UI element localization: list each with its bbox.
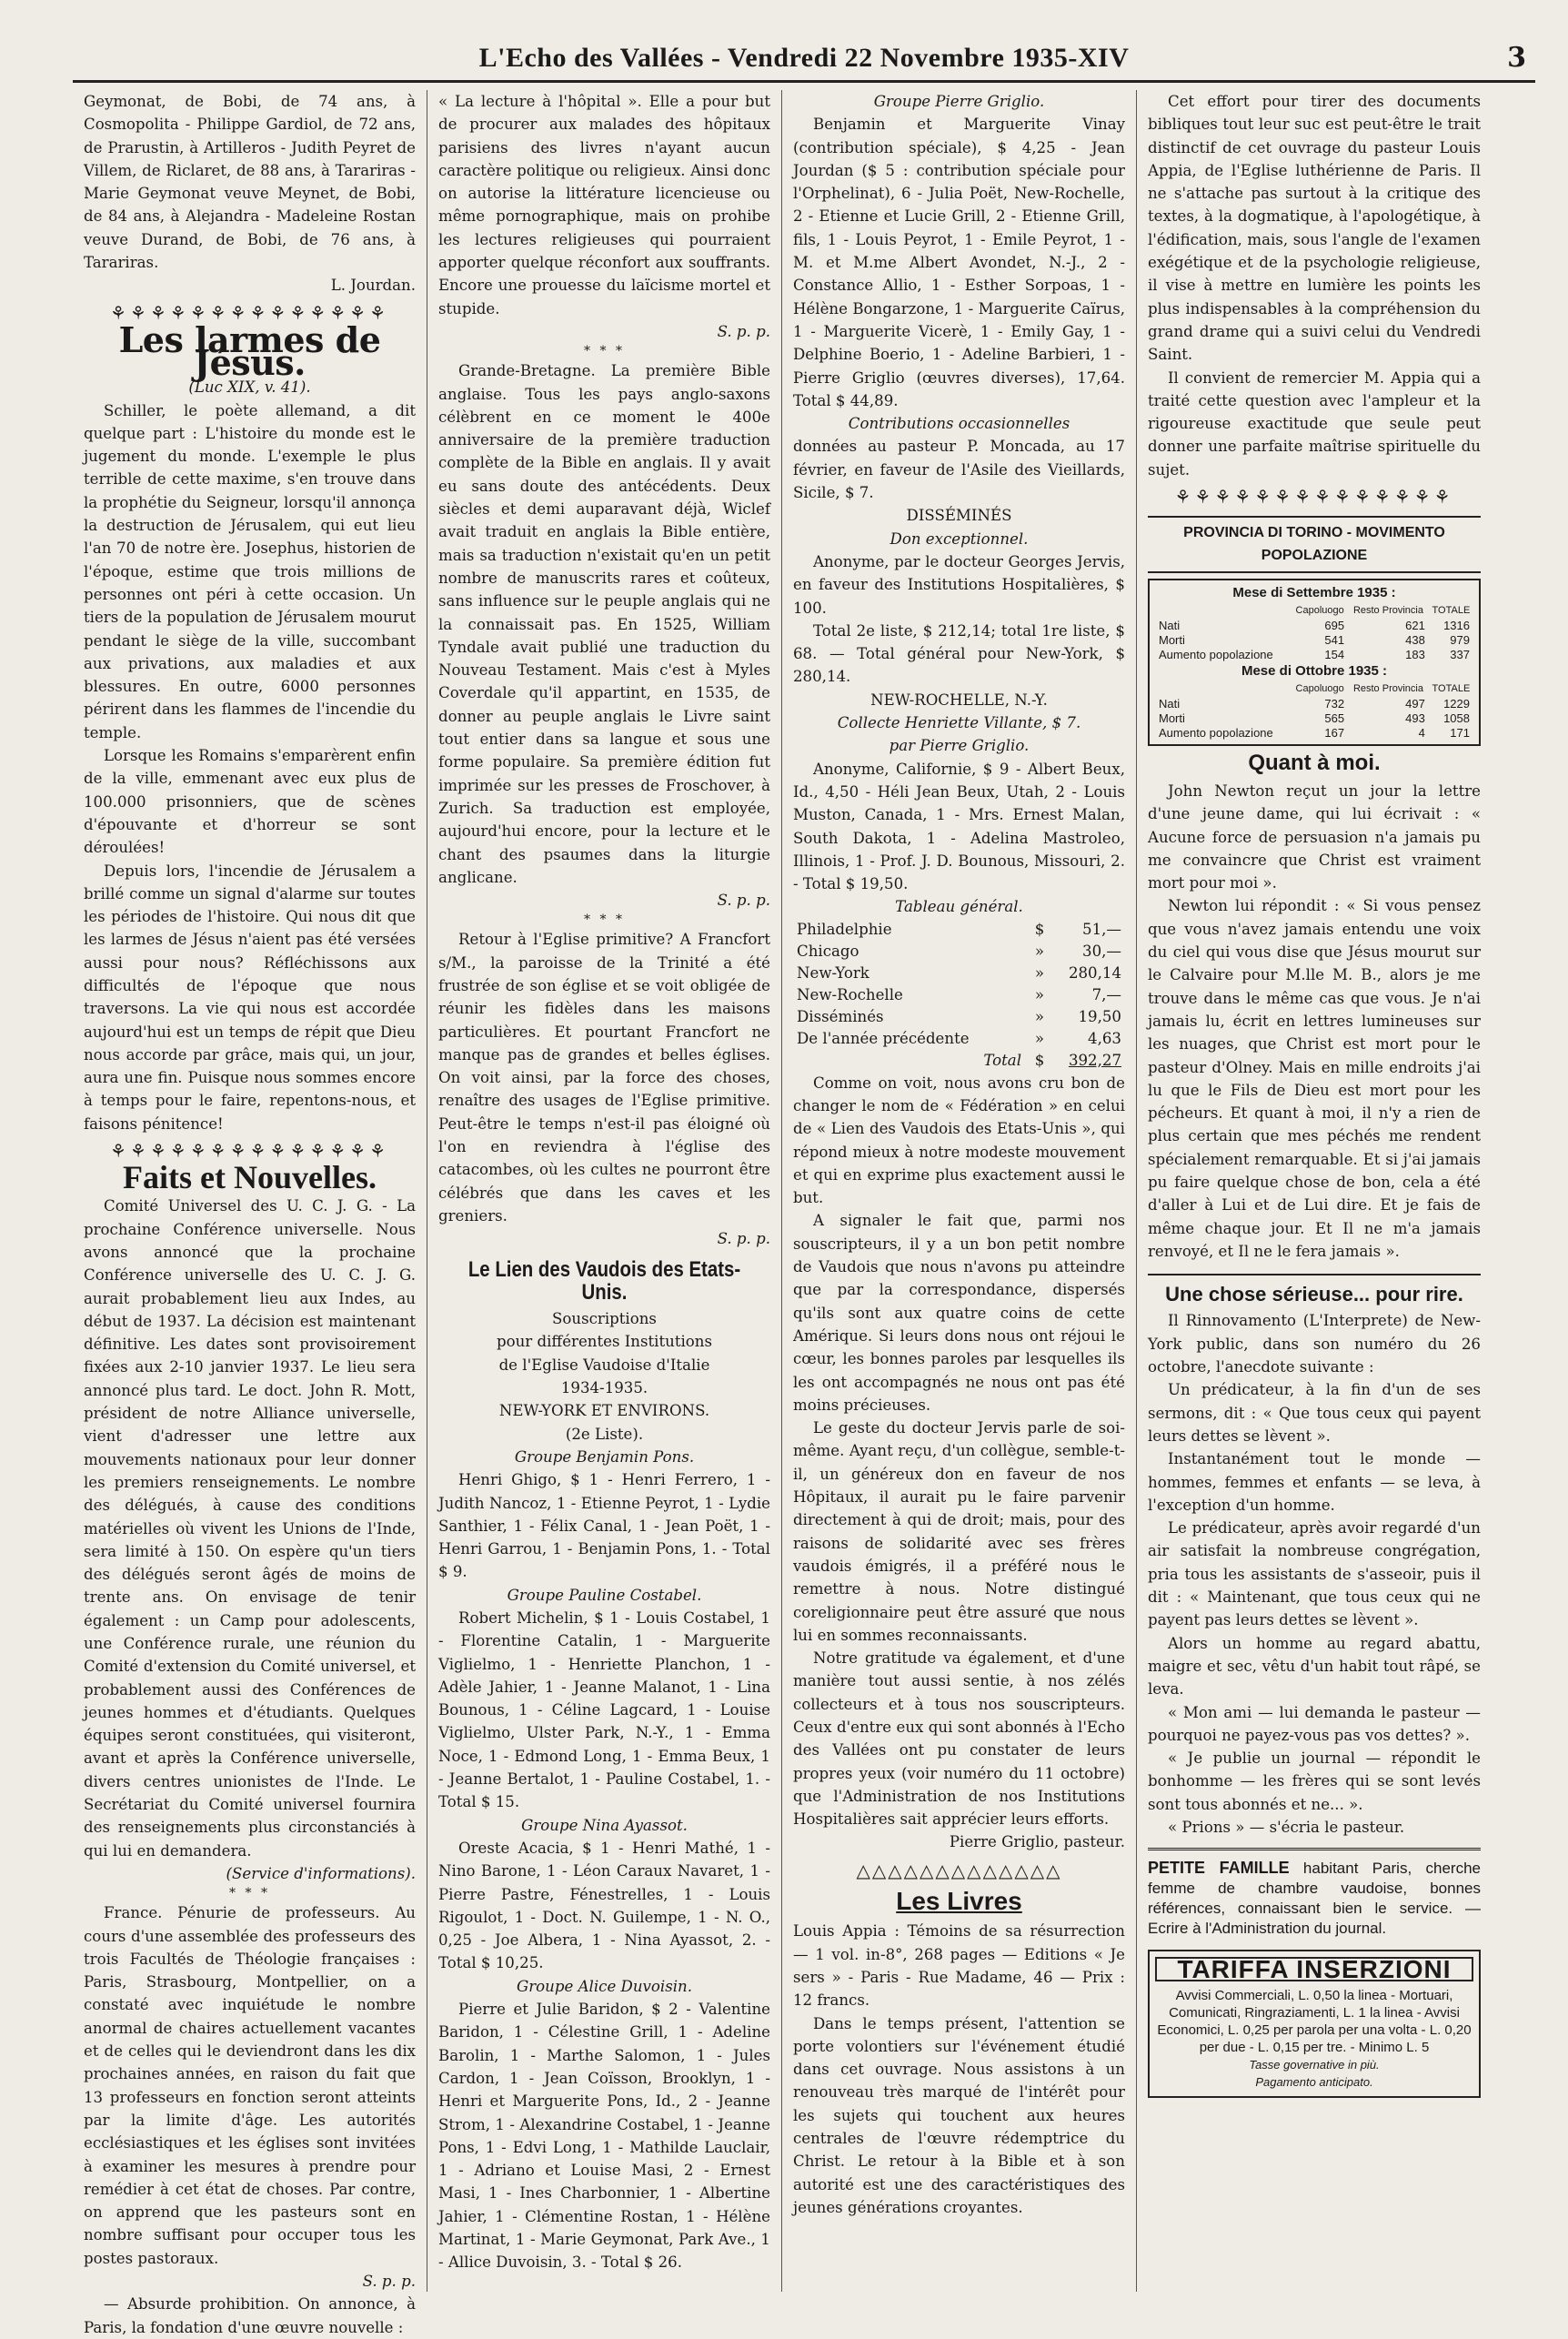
quant-title: Quant à moi.: [1248, 750, 1381, 775]
table-cell: Nati: [1159, 618, 1181, 632]
lien-subtitle: NEW-YORK ET ENVIRONS.: [498, 1402, 710, 1420]
article-signature: S. p. p.: [717, 892, 770, 910]
table-cell: 167: [1324, 725, 1345, 740]
group-title: Groupe Pauline Costabel.: [507, 1586, 702, 1604]
table-row: [1155, 619, 1473, 633]
ornament-bar: ⚘⚘⚘⚘⚘⚘⚘⚘⚘⚘⚘⚘⚘⚘: [109, 1140, 389, 1163]
group-list: Pierre et Julie Baridon, $ 2 - Valentine Baridon, 1 - Célestine Grill, 1 - Adeline Barolin, 1 - Marthe Salomon, 1 - Jules Cardon, 1 - Jean Coïsson, Brooklyn, 1 - Henri et Marguerite Pons, Id., 2 - Jeanne Strom, 1 - Alexandrine Costabel, 1 - Jeanne Pons, 1 - Edvi Long, 1 - Mathilde Lauclair, 1 - Adriano et Louise Masi, 2 - Ernest Masi, 1 - Ines Charbonnier, 1 - Albertine Jahier, 1 - Clémentine Rostan, 1 - Hélène Martinat, 1 - Marie Geymonat, Park Ave., 1 - Allice Duvoisin, 3. - Total $ 26.: [438, 2001, 770, 2272]
chose-paragraph: « Mon ami — lui demanda le pasteur — pourquoi ne payez-vous pas vos dettes? ».: [1148, 1703, 1481, 1744]
table-cell: 19,50: [1078, 1007, 1121, 1025]
table-cell: 493: [1405, 711, 1425, 725]
table-header-row: [1155, 681, 1473, 697]
table-cell: 51,—: [1082, 920, 1121, 938]
table-total-row: [793, 1050, 1125, 1072]
section-text: Anonyme, par le docteur Georges Jervis, en faveur des Institutions Hospitalières, $ 100.: [793, 552, 1125, 617]
table-row: [1155, 726, 1473, 741]
table-cell: Disséminés: [797, 1007, 884, 1025]
table-cell: 979: [1450, 632, 1470, 647]
table-cell: 732: [1324, 696, 1345, 711]
table-cell: »: [1034, 1007, 1045, 1025]
lien-paragraph: Comme on voit, nous avons cru bon de changer le nom de « Fédération » en celui de « Lien des Vaudois des Etats-Unis », qui répond mieux à notre modeste mouvement et qui en exprime plus exactement aussi le but.: [793, 1074, 1125, 1207]
page-number: 3: [1507, 42, 1526, 74]
table-cell: Philadelphie: [797, 920, 892, 938]
livres-reference: Louis Appia : Témoins de sa résurrection — 1 vol. in-8°, 268 pages — Editions « Je sers » - Paris - Rue Madame, 46 — Prix : 12 francs.: [793, 1922, 1125, 2010]
larmes-paragraph: Schiller, le poète allemand, a dit quelque part : L'histoire du monde est le jugement du monde. L'exemple le plus terrible de cette maxime, s'en trouve dans la prophétie du Seigneur, lorsqu'il annonça la destruction de Jérusalem, qui eut lieu l'an 70 de notre ère. Josephus, historien de l'époque, estime que trois millions de personnes ont péri à cette occasion. Un tiers de la population de Jérusalem mourut pendant le siège de la ville, succombant aux privations, aux maladies et aux blessures. En outre, 6000 personnes périrent dans les flammes de l'incendie du temple.: [84, 401, 416, 741]
column-2: [427, 90, 782, 2292]
faits-source: (Service d'informations).: [226, 1864, 416, 1882]
population-table: [1148, 579, 1481, 746]
header-title: L'Echo des Vallées - Vendredi 22 Novembre 1935-XIV: [478, 43, 1130, 73]
ad-heading: PETITE FAMILLE: [1148, 1859, 1290, 1878]
chose-paragraph: Instantanément tout le monde — hommes, femmes et enfants — se leva, à l'exception d'un homme.: [1148, 1450, 1481, 1514]
faits-paragraph: Comité Universel des U. C. J. G. - La prochaine Conférence universelle. Nous avons annoncé que la prochaine Conférence universelle des U. C. J. G. aurait probablement lieu aux Indes, au début de 1937. La décision est maintenant définitive. Les dates sont provisoirement fixées aux 2-10 janvier 1937. Le lieu sera annoncé plus tard. Le doct. John R. Mott, président de notre Alliance universelle, vient d'adresser une lettre aux mouvements nationaux pour leur donner les premiers renseignements. Le nombre des délégués, à cause des conditions matérielles où vivent les Unions de l'Inde, sera limité à 150. On espère qu'un tiers des délégués seront âgés de moins de trente ans. On envisage de tenir également : un Camp pour adolescents, une Conférence rurale, une réunion du Comité d'extension du Comité universel, et probablement aussi des Conférences de jeunes hommes et d'étudiants. Quelques équipes seront constituées, qui visiteront, avant et après la Conférence universelle, divers centres unionistes de l'Inde. Le Secrétariat du Comité universel fournira des renseignements plus circonstanciés à qui lui en demandera.: [84, 1197, 416, 1860]
table-cell: $: [1034, 1051, 1045, 1069]
table-header: Capoluogo: [1295, 604, 1344, 616]
tarifa-footnote: Tasse governative in più.: [1249, 2058, 1380, 2072]
stars-separator: * * *: [229, 1886, 270, 1901]
lien-title: Le Lien des Vaudois des Etats-Unis.: [467, 1256, 741, 1305]
faits-signature: S. p. p.: [362, 2273, 416, 2291]
table-row: [1155, 711, 1473, 726]
faits-paragraph: France. Pénurie de professeurs. Au cours d'une assemblée des professeurs des trois Facultés de Théologie françaises : Paris, Strasbourg, Montpellier, on a constaté avec inquiétude le nombre anormal de chaires actuellement vacantes et de celles qui le deviendront dans les dix prochaines années, en raison du fait que 13 professeurs en fonction seront atteints par la limite d'âge. Les autorités ecclésiastiques et les églises sont invitées à examiner les mesures à prendre pour remédier à cet état de choses. Par contre, on apprend que les pasteurs sont en nombre suffisant pour occuper tous les postes pastoraux.: [84, 1904, 416, 2267]
chose-paragraph: Il Rinnovamento (L'Interprete) de New-York public, dans son numéro du 26 octobre, l'anecdote suivante :: [1148, 1312, 1481, 1376]
month-title: Mese di Ottobre 1935 :: [1241, 662, 1388, 679]
table-header: [1155, 602, 1292, 619]
table-header: Resto Provincia: [1352, 604, 1423, 616]
group-title: Groupe Benjamin Pons.: [514, 1447, 695, 1466]
section-text: données au pasteur P. Moncada, au 17 février, en faveur de l'Asile des Vieillards, Sicile, $ 7.: [793, 438, 1125, 502]
table-header: TOTALE: [1432, 604, 1471, 616]
article-signature: S. p. p.: [717, 1230, 770, 1248]
quant-paragraph: Newton lui répondit : « Si vous pensez que vous n'avez jamais entendu une voix du ciel qui vous dise que Jésus mourut sur le Calvaire pour M.lle M. B., alors je me trouve dans le même cas que vous. Je n'ai jamais lu, écrit en lettres lumineuses sur les nuages, que Christ est mort pour le pasteur d'Olney. Mais en mille endroits j'ai lu que le Fils de Dieu est mort pour les pécheurs. Et quant à moi, il n'y a rien de plus certain que mes péchés me rendent spécialement remarquable. Et si j'ai jamais pu faire quelque chose de bon, cela a été d'aller à Lui et de Lui dire. Et je fais de même chaque jour. Et Il ne m'a jamais renvoyé, et Il ne le fera jamais ».: [1148, 897, 1481, 1260]
lien-subtitle: (2e Liste).: [565, 1425, 644, 1443]
deaths-list: Geymonat, de Bobi, de 74 ans, à Cosmopolita - Philippe Gardiol, de 72 ans, de Prarustin, à Artilleros - Judith Peyret de Villem, de Riclaret, de 88 ans, à Tarariras - Marie Geymonat veuve Meynet, de Bobi, de 84 ans, à Alejandra - Madeleine Rostan veuve Durand, de Bobi, de 76 ans, à Tarariras.: [84, 93, 416, 272]
tarifa-text: Avvisi Commerciali, L. 0,50 la linea - Mortuari, Comunicati, Ringraziamenti, L. 1 la linea - Avvisi Economici, L. 0,25 per parola per una volta - L. 0,20 per due - L. 0,15 per tre. - Minimo L. 5: [1157, 1988, 1472, 2056]
table-row: [1155, 633, 1473, 648]
columns: [73, 90, 1535, 2336]
chose-title: Une chose sérieuse... pour rire.: [1148, 1274, 1481, 1306]
article-paragraph: Grande-Bretagne. La première Bible anglaise. Tous les pays anglo-saxons célèbrent en ce moment le 400e anniversaire de la première traduction complète de la Bible en anglais. Il y avait eu sans doute des antécédents. Deux siècles et demi auparavant déjà, Wiclef avait traduit en anglais la Bible entière, mais sa traduction n'existait qu'en un petit nombre de manuscrits rares et coûteux, sans influence sur le peuple anglais qui ne la connaissait pas. En 1525, William Tyndale avait publié une traduction du Nouveau Testament. Mais c'est à Myles Coverdale qu'il appartint, en 1535, de donner au peuple anglais le Livre saint tout entier dans sa langue et sous une forme populaire. Sa première édition fut imprimée sur les presses de Froschover, à Zurich. Sa traduction est employée, aujourd'hui encore, pour la lecture et le chant des psaumes dans la liturgie anglicane.: [438, 362, 770, 886]
table-row: [1155, 648, 1473, 662]
table-cell: 280,14: [1068, 963, 1121, 982]
table-cell: Aumento popolazione: [1159, 647, 1273, 661]
triangle-separator: △△△△△△△△△△△△△: [856, 1859, 1062, 1881]
lien-subtitle: pour différentes Institutions: [496, 1333, 713, 1351]
table-header-row: [1155, 602, 1473, 619]
section-subtitle: Collecte Henriette Villante, $ 7.: [837, 714, 1081, 732]
table-cell: De l'année précédente: [797, 1029, 970, 1047]
group-title: Groupe Alice Duvoisin.: [516, 1977, 693, 1995]
page-header: [73, 36, 1535, 83]
section-subtitle: par Pierre Griglio.: [889, 737, 1030, 755]
table-row: [793, 1028, 1125, 1050]
larmes-title: Les larmes de Jésus.: [118, 318, 381, 383]
section-subtitle: DISSÉMINÉS: [906, 507, 1012, 525]
ornament-bar: ⚘⚘⚘⚘⚘⚘⚘⚘⚘⚘⚘⚘⚘⚘: [1174, 486, 1454, 509]
lien-paragraph: A signaler le fait que, parmi nos souscripteurs, il y a un bon petit nombre de Vaudois que nous n'avons pu atteindre que par la correspondance, dispersés qu'ils sont aux quatre coins de cette Amérique. Si leurs dons nous ont réjoui le cœur, les bonnes paroles par lesquelles ils les ont accompagnés ne nous ont pas été moins précieuses.: [793, 1212, 1125, 1414]
table-title: Tableau général.: [895, 898, 1023, 916]
table-row: [1155, 697, 1473, 711]
table-row: [793, 984, 1125, 1006]
table-cell: 337: [1450, 647, 1470, 661]
group-list: Robert Michelin, $ 1 - Louis Costabel, 1 - Florentine Catalin, 1 - Marguerite Viglielmo, 1 - Henriette Planchon, 1 - Adèle Jahier, 1 - Jeanne Malanot, 1 - Lina Bounous, 1 - Céline Lagcard, 1 - Louise Viglielmo, Ulster Park, N.-Y., 1 - Emma Noce, 1 - Edmond Long, 1 - Emma Beux, 1 - Jeanne Bertalot, 1 - Pauline Costabel, 1. - Total $ 15.: [438, 1609, 770, 1811]
table-cell: New-Rochelle: [797, 985, 903, 1003]
table-cell: 7,—: [1091, 985, 1121, 1003]
lien-paragraph: Le geste du docteur Jervis parle de soi-même. Ayant reçu, d'un collègue, semble-t-il, un généreux don en faveur de nos Hôpitaux, il aurait pu le faire parvenir directement à qui de droit; mais, pour des raisons de solidarité avec ses frères vaudois émigrés, il a préféré nous le remettre à nous. Notre distingué coreligionnaire peut être assuré que nous lui en sommes reconnaissants.: [793, 1419, 1125, 1644]
table-cell: »: [1034, 963, 1045, 982]
table-cell: »: [1034, 1029, 1045, 1047]
table-cell: 1229: [1443, 696, 1470, 711]
column-3: [782, 90, 1137, 2292]
faits-title: Faits et Nouvelles.: [123, 1159, 377, 1196]
group-list: Benjamin et Marguerite Vinay (contribution spéciale), $ 4,25 - Jean Jourdan ($ 5 : contribution spéciale pour l'Orphelinat), 6 - Julia Poët, New-Rochelle, 2 - Etienne et Lucie Grill, 2 - Etienne Grill, fils, 1 - Louis Peyrot, 1 - Emile Peyrot, 1 - M. et M.me Albert Avondet, N.-J., 2 - Constance Allio, 1 - Esther Sorpoas, 1 - Hélène Bongarzone, 1 - Marguerite Caïrus, 1 - Marguerite Vicerè, 1 - Emily Gay, 1 - Delphine Boerio, 1 - Adeline Barbieri, 1 - Pierre Griglio (œuvres diverses), 17,64. Total $ 44,89.: [793, 116, 1125, 409]
larmes-reference: (Luc XIX, v. 41).: [188, 378, 311, 397]
table-cell: 565: [1324, 711, 1345, 725]
ornament-bar: ⚘⚘⚘⚘⚘⚘⚘⚘⚘⚘⚘⚘⚘⚘: [109, 301, 389, 324]
group-list: Oreste Acacia, $ 1 - Henri Mathé, 1 - Nino Barone, 1 - Léon Caraux Navaret, 1 - Pierre Pastre, Fénestrelles, 1 - Louis Rigoulot, 1 - Doct. N. Guilempe, 1 - N. O., 0,25 - Joe Albera, 1 - Nina Ayassot, 2. - Total $ 10,25.: [438, 1839, 770, 1972]
group-title: Groupe Pierre Griglio.: [873, 93, 1045, 110]
livres-paragraph: Il convient de remercier M. Appia qui a traité cette question avec l'ampleur et la rigoureuse exactitude que seule peut donner une parfaite maîtrise spirituelle du sujet.: [1148, 368, 1481, 479]
chose-paragraph: « Prions » — s'écria le pasteur.: [1168, 1819, 1405, 1836]
table-cell: 392,27: [1068, 1051, 1121, 1069]
table-cell: Aumento popolazione: [1159, 725, 1273, 740]
livres-title: Les Livres: [896, 1887, 1022, 1916]
month-title: Mese di Settembre 1935 :: [1232, 584, 1396, 600]
table-row: [793, 963, 1125, 984]
section-text: Anonyme, Californie, $ 9 - Albert Beux, Id., 4,50 - Héli Jean Beux, Utah, 2 - Louis Muston, Canada, 1 - Mrs. Ernest Malan, South Dakota, 1 - Adelina Mastroleo, Illinois, 1 - Prof. J. D. Bounous, Missouri, 2. - Total $ 19,50.: [793, 760, 1125, 893]
chose-paragraph: « Je publie un journal — répondit le bonhomme — les frères qui se sont levés sont tous abonnés et ne... ».: [1148, 1749, 1481, 1813]
lien-subtitle: 1934-1935.: [560, 1379, 648, 1397]
table-cell: 541: [1324, 632, 1345, 647]
section-subtitle: Don exceptionnel.: [890, 529, 1029, 548]
lien-subtitle: Souscriptions: [552, 1310, 657, 1328]
section-subtitle: Contributions occasionnelles: [848, 415, 1070, 433]
month-table: [1155, 602, 1473, 662]
month-table: [1155, 681, 1473, 741]
table-cell: Morti: [1159, 632, 1185, 647]
column-4: [1137, 90, 1492, 2292]
table-cell: $: [1034, 920, 1045, 938]
tarifa-footnote: Pagamento anticipato.: [1255, 2075, 1373, 2090]
lien-signature: Pierre Griglio, pasteur.: [949, 1833, 1125, 1851]
quant-paragraph: John Newton reçut un jour la lettre d'une jeune dame, qui lui écrivait : « Aucune force de persuasion n'a jamais pu me convaincre que Christ est vraiment mort pour moi ».: [1148, 781, 1481, 892]
table-cell: 154: [1324, 647, 1345, 661]
table-header: Capoluogo: [1295, 682, 1344, 694]
ad-text: habitant Paris, cherche femme de chambre vaudoise, bonnes références, connaissant bien le service. — Ecrire à l'Administration du journal.: [1148, 1860, 1481, 1938]
table-cell: 1316: [1443, 618, 1470, 632]
chose-paragraph: Alors un homme au regard abattu, maigre et sec, vêtu d'un habit tout râpé, se leva.: [1148, 1634, 1481, 1699]
table-cell: »: [1034, 942, 1045, 960]
tarifa-box: [1148, 1950, 1481, 2098]
table-row: [793, 1006, 1125, 1028]
chose-paragraph: Un prédicateur, à la fin d'un de ses sermons, dit : « Que tous ceux qui payent leurs dettes se lèvent ».: [1148, 1381, 1481, 1445]
group-title: Groupe Nina Ayassot.: [521, 1816, 688, 1834]
table-cell: 621: [1405, 618, 1425, 632]
stars-separator: * * *: [584, 344, 625, 359]
table-header: [1155, 681, 1292, 697]
section-text: Total 2e liste, $ 212,14; total 1re liste, $ 68. — Total général pour New-York, $ 280,14.: [793, 621, 1125, 686]
livres-paragraph: Dans le temps présent, l'attention se porte volontiers sur l'événement étudié dans cet ouvrage. Nous assistons à un renouveau très marqué de l'intérêt pour les sujets qui touchent aux heures centrales de l'œuvre rédemptrice du Christ. Le retour à la Bible et à son autorité est une des caractéristiques des jeunes générations croyantes.: [793, 2014, 1125, 2216]
table-cell: Chicago: [797, 942, 859, 960]
table-header: TOTALE: [1432, 682, 1471, 694]
table-row: [793, 941, 1125, 963]
table-cell: »: [1034, 985, 1045, 1003]
table-cell: Total: [983, 1051, 1021, 1069]
article-paragraph: « La lecture à l'hôpital ». Elle a pour but de procurer aux malades des hôpitaux parisiens des livres n'ayant aucun caractère politique ou religieux. Ainsi donc on autorise la littérature licencieuse ou même pornographique, mais on prohibe les lectures religieuses qui pourraient apporter quelque réconfort aux souffrants. Encore une prouesse du laïcisme mortel et stupide.: [438, 93, 770, 318]
table-cell: 1058: [1443, 711, 1470, 725]
faits-paragraph: — Absurde prohibition. On annonce, à Paris, la fondation d'une œuvre nouvelle :: [84, 2295, 416, 2336]
table-cell: 497: [1405, 696, 1425, 711]
table-cell: 4,63: [1088, 1029, 1121, 1047]
lien-paragraph: Notre gratitude va également, et d'une manière tout aussi sentie, à nos zélés collecteurs et à tous nos souscripteurs. Ceux d'entre eux qui sont abonnés à l'Echo des Vallées ont pu constater de leurs propres yeux (voir numéro du 11 octobre) que l'Administration de nos Institutions Hospitalières sait apprécier leurs efforts.: [793, 1649, 1125, 1829]
group-list: Henri Ghigo, $ 1 - Henri Ferrero, 1 - Judith Nancoz, 1 - Etienne Peyrot, 1 - Lydie Santhier, 1 - Félix Canal, 1 - Jean Poët, 1 - Henri Garrou, 1 - Benjamin Pons, 1. - Total $ 9.: [438, 1471, 770, 1581]
table-cell: Morti: [1159, 711, 1185, 725]
table-row: [793, 919, 1125, 941]
column-1: [73, 90, 427, 2336]
larmes-paragraph: Depuis lors, l'incendie de Jérusalem a brillé comme un signal d'alarme sur toutes les périodes de l'histoire. Qui nous dit que les larmes de Jésus n'aient pas été versées aussi pour nous? Réfléchissons aux difficultés de l'époque que nous traversons. La vie qui nous est accordée aujourd'hui est un temps de répit que Dieu nous accorde par grâce, mais qui, un jour, aura une fin. Puisque nous sommes encore à temps pour le faire, repentons-nous, et faisons pénitence!: [84, 862, 416, 1133]
table-cell: 438: [1405, 632, 1425, 647]
lien-subtitle: de l'Eglise Vaudoise d'Italie: [498, 1356, 710, 1374]
tarifa-title: TARIFFA INSERZIONI: [1155, 1957, 1473, 1981]
chose-paragraph: Le prédicateur, après avoir regardé d'un air satisfait la nombreuse congrégation, pria tous les assistants de s'asseoir, puis il dit : « Maintenant, que tous ceux qui ne payent pas leurs dettes se lèvent ».: [1148, 1519, 1481, 1629]
section-subtitle: NEW-ROCHELLE, N.-Y.: [870, 691, 1048, 709]
classified-ad: [1148, 1848, 1481, 1939]
livres-paragraph: Cet effort pour tirer des documents bibliques tout leur suc est peut-être le trait distinctif de cet ouvrage du pasteur Louis Appia, de l'Eglise luthérienne de Paris. Il ne s'attache pas surtout à la critique des textes, à la dogmatique, à l'apologétique, à l'édification, mais, sous l'angle de l'examen exégétique et de la psychologie religieuse, il vise à mettre en lumière les points les plus indispensables à la compréhension du grand drame qui a suivi celui du Vendredi Saint.: [1148, 93, 1481, 364]
table-cell: 4: [1418, 725, 1425, 740]
table-header: Resto Provincia: [1352, 682, 1423, 694]
deaths-signature: L. Jourdan.: [330, 277, 416, 295]
table-cell: New-York: [797, 963, 869, 982]
larmes-paragraph: Lorsque les Romains s'emparèrent enfin de la ville, emmenant avec eux plus de 100.000 prisonniers, que de scènes d'épouvante et d'horreur se sont déroulées!: [84, 747, 416, 857]
article-signature: S. p. p.: [717, 322, 770, 340]
general-table: [793, 919, 1125, 1072]
table-cell: 183: [1405, 647, 1425, 661]
article-paragraph: Retour à l'Eglise primitive? A Francfort s/M., la paroisse de la Trinité a été frustrée de son église et se voit obligée de réunir les fidèles dans les maisons particulières. Et pourtant Francfort ne manque pas de grandes et belles églises. On voit ainsi, par la force des choses, renaître des usages de l'Eglise primitive. Peut-être le temps n'est-il pas éloigné où l'on en reviendra à l'église des catacombes, où les cultes ne pourront être célébrés que dans les caves et les greniers.: [438, 931, 770, 1225]
table-cell: Nati: [1159, 696, 1181, 711]
table-cell: 171: [1450, 725, 1470, 740]
stat-title: PROVINCIA DI TORINO - MOVIMENTO POPOLAZIONE: [1148, 516, 1481, 573]
stars-separator: * * *: [584, 912, 625, 928]
table-cell: 695: [1324, 618, 1345, 632]
table-cell: 30,—: [1082, 942, 1121, 960]
